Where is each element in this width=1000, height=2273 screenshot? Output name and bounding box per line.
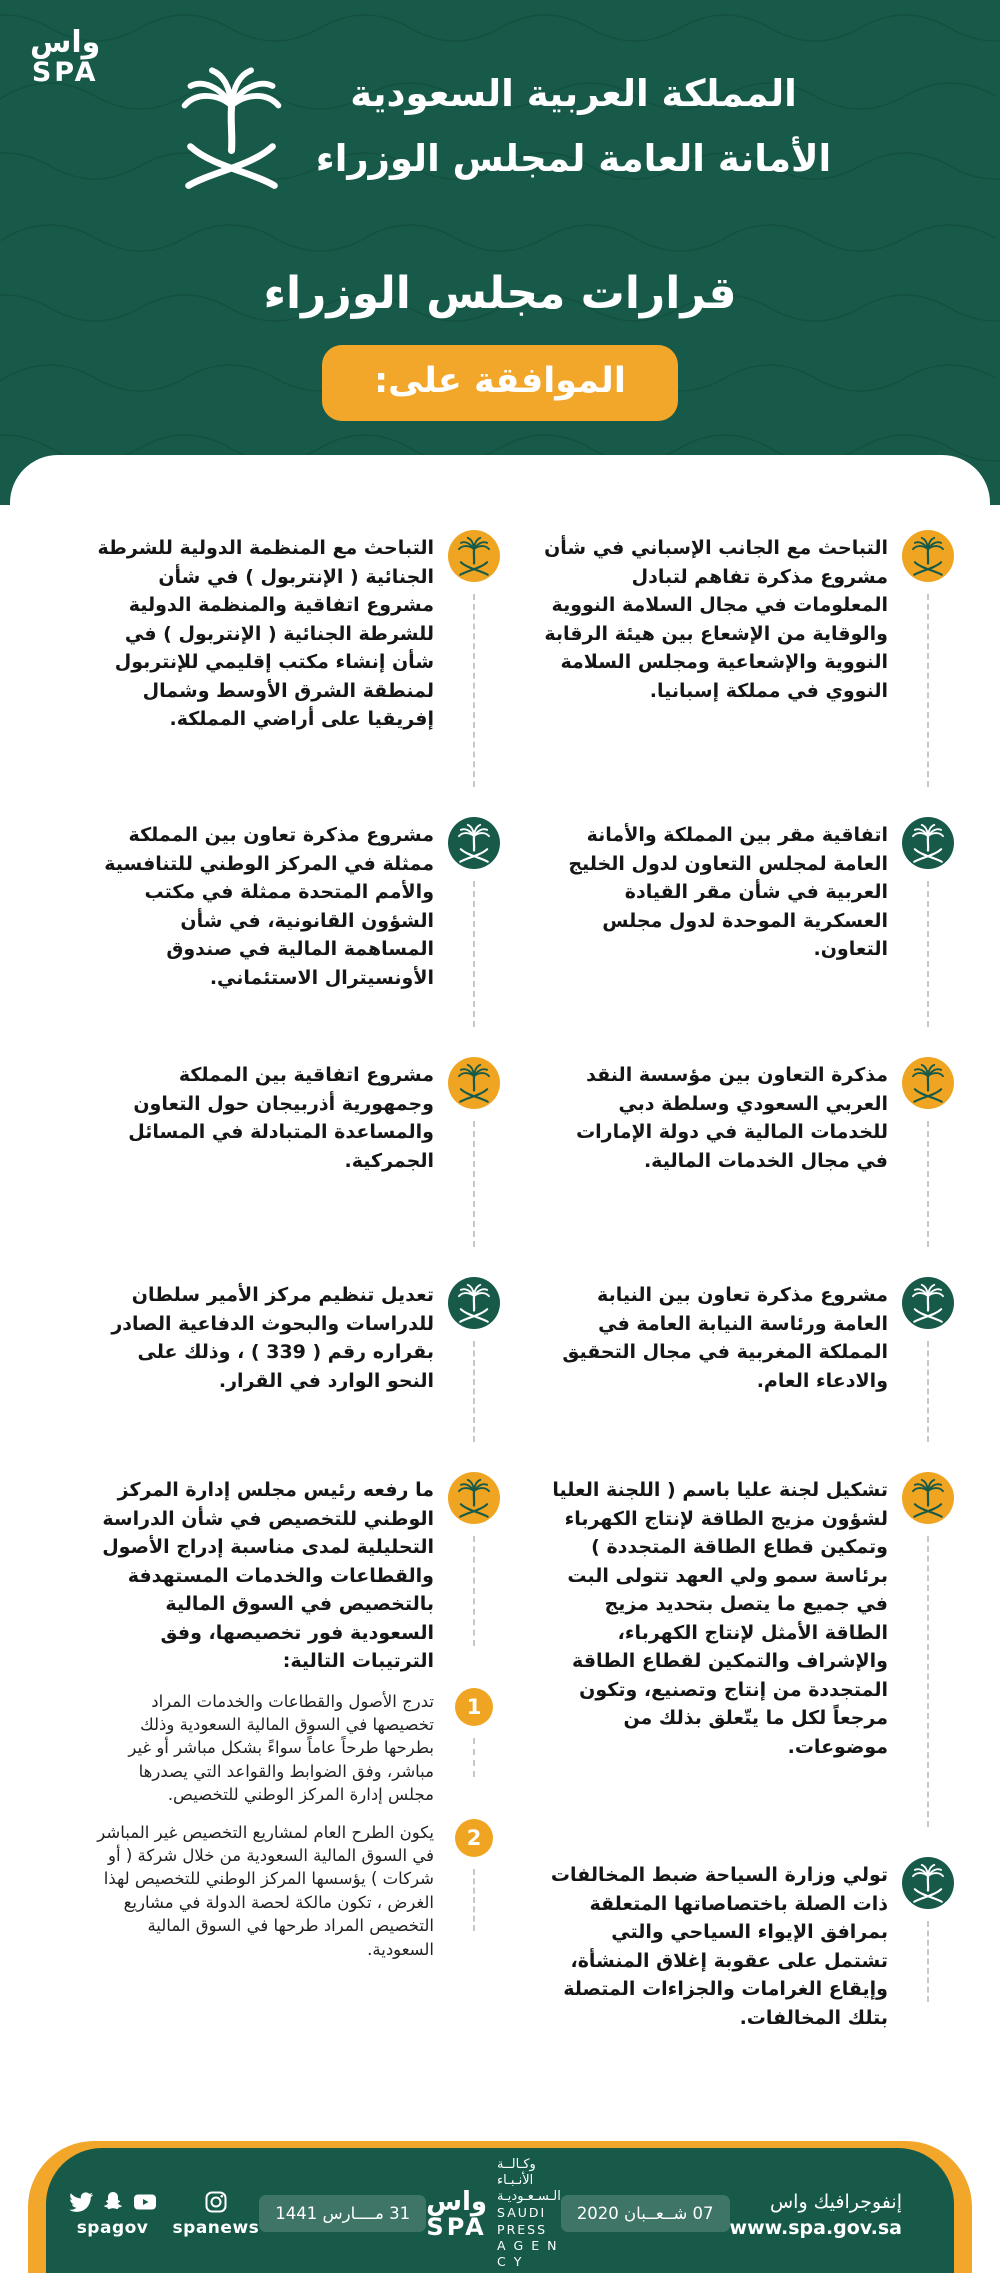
palm-bullet-icon (448, 530, 500, 582)
dotted-connector (927, 594, 929, 787)
decision-item (500, 1057, 954, 1277)
dotted-connector (927, 1536, 929, 1827)
number-badge: 1 (455, 1688, 493, 1726)
sub-item (46, 1813, 500, 1962)
dotted-connector (473, 1121, 475, 1247)
decision-item (500, 1857, 954, 2032)
website-link[interactable]: www.spa.gov.sa (729, 2216, 902, 2239)
agency-name-ar: وكـالــة الأنـبـاء (497, 2156, 536, 2188)
gregorian-date-badge: 31 مــــارس 1441 (259, 2195, 426, 2232)
youtube-icon[interactable] (133, 2190, 157, 2214)
decision-text: مشروع مذكرة تعاون بين النيابة العامة ورئاسة النيابة العامة في المملكة المغربية في مجال التحقيق والادعاء العام. (562, 1284, 888, 1392)
content-panel (10, 455, 990, 2273)
footer-bar (46, 2148, 954, 2273)
infographic-credit: إنفوجرافيك واس (769, 2191, 902, 2214)
decision-item (46, 530, 500, 817)
palm-bullet-icon (902, 1857, 954, 1909)
decision-item (46, 1057, 500, 1277)
dotted-connector (927, 1341, 929, 1442)
decision-text: تعديل تنظيم مركز الأمير سلطان للدراسات والبحوث الدفاعية الصادر بقراره رقم ( 339 ) ، وذلك على النحو الوارد في القرار. (111, 1284, 434, 1392)
agency-name-lines (497, 2157, 561, 2271)
dotted-connector (927, 1121, 929, 1247)
spa-logo-latin: SPA (31, 56, 99, 88)
agency-name-en: SAUDI PRESS (497, 2205, 548, 2237)
agency-calligraphy (316, 62, 831, 192)
dotted-connector (473, 881, 475, 1027)
spa-logo-latin: SPA (426, 2212, 487, 2241)
social-block (69, 2190, 260, 2238)
secretariat-name: الأمانة العامة لمجلس الوزراء (315, 137, 832, 180)
handle-spanews[interactable]: spanews (172, 2217, 260, 2238)
dotted-connector (927, 881, 929, 1027)
palm-bullet-icon (902, 817, 954, 869)
handle-spagov[interactable]: spagov (76, 2217, 149, 2238)
social-group-news (173, 2190, 260, 2238)
dotted-connector (473, 1738, 475, 1777)
dotted-connector (473, 1869, 475, 1932)
footer (28, 2141, 972, 2273)
palm-bullet-icon (448, 817, 500, 869)
dotted-connector (473, 1341, 475, 1442)
spa-logo-blocks (426, 2186, 488, 2241)
palm-bullet-icon (448, 1057, 500, 1109)
spa-logo-arabic: واس (30, 25, 101, 60)
kingdom-name: المملكة العربية السعودية (350, 72, 797, 116)
decision-text: التباحث مع المنظمة الدولية للشرطة الجنائية ( الإنتربول ) في شأن مشروع اتفاقية والمنظمة الدولية للشرطة الجنائية ( الإنتربول ) في شأن إنشاء مكتب إقليمي للإنتربول لمنطقة الشرق الأوسط وشمال إفريقيا على أراضي المملكة. (97, 537, 434, 730)
twitter-icon[interactable] (69, 2190, 93, 2214)
palm-bullet-icon (902, 530, 954, 582)
palm-bullet-icon (902, 1057, 954, 1109)
palm-bullet-icon (448, 1277, 500, 1329)
social-group-main (69, 2190, 157, 2238)
decision-item (500, 1472, 954, 1857)
palm-emblem-icon (169, 52, 294, 202)
decision-text: التباحث مع الجانب الإسباني في شأن مشروع مذكرة تفاهم لتبادل المعلومات في مجال السلامة النووية والوقاية من الإشعاع بين هيئة الرقابة النووية والإشعاعية ومجلس السلامة النووي في مملكة إسبانيا. (544, 537, 888, 702)
palm-bullet-icon (448, 1472, 500, 1524)
agency-name-en: A G E N C Y (497, 2237, 559, 2270)
header (0, 0, 1000, 505)
sub-item (46, 1682, 500, 1807)
decision-item (500, 817, 954, 1057)
spa-footer-logo (426, 2157, 561, 2271)
decisions-grid (10, 455, 990, 2032)
decision-text: مذكرة التعاون بين مؤسسة النقد العربي السعودي وسلطة دبي للخدمات المالية في دولة الإمارات في مجال الخدمات المالية. (576, 1064, 888, 1172)
decision-text: مشروع اتفاقية بين المملكة وجمهورية أذربيجان حول التعاون والمساعدة المتبادلة في المسائل الجمركية. (128, 1064, 434, 1172)
decision-text: مشروع مذكرة تعاون بين المملكة ممثلة في المركز الوطني للتنافسية والأمم المتحدة ممثلة في مكتب الشؤون القانونية، في شأن المساهمة المالية في صندوق الأونسيترال الاستئماني. (104, 824, 434, 989)
decision-item (46, 817, 500, 1057)
decision-item (46, 1277, 500, 1472)
dotted-connector (473, 594, 475, 787)
sub-item-text: تدرج الأصول والقطاعات والخدمات المراد تخصيصها في السوق المالية السعودية وذلك بطرحها طرحاً عاماً سواءً بشكل مباشر أو غير مباشر، وفق الضوابط والقواعد التي يصدرها مجلس إدارة المركز الوطني للتخصيص. (128, 1691, 434, 1805)
agency-name-ar: الـسـعـوديـة (497, 2189, 561, 2205)
dotted-connector (473, 1536, 475, 1646)
palm-bullet-icon (902, 1472, 954, 1524)
page-title: قرارات مجلس الوزراء (263, 268, 737, 319)
credit-block (730, 2188, 902, 2239)
decision-text: ما رفعه رئيس مجلس إدارة المركز الوطني للتخصيص في شأن الدراسة التحليلية لمدى مناسبة إدراج الأصول والقطاعات والخدمات المستهدفة بالتخصيص في السوق المالية السعودية فور تخصيصها، وفق الترتيبات التالية: (102, 1479, 434, 1672)
decision-text: اتفاقية مقر بين المملكة والأمانة العامة لمجلس التعاون لدول الخليج العربية في شأن مقر القيادة العسكرية الموحدة لدول مجلس التعاون. (568, 824, 888, 960)
decision-text: تشكيل لجنة عليا باسم ( اللجنة العليا لشؤون مزيج الطاقة لإنتاج الكهرباء وتمكين قطاع الطاقة المتجددة ) برئاسة سمو ولي العهد تتولى البت في جميع ما يتصل بتحديد مزيج الطاقة الأمثل لإنتاج الكهرباء، والإشراف والتمكين لقطاع الطاقة المتجددة من إنتاج وتصنيع، وتكون مرجعاً لكل ما يتّعلق بذلك من موضوعات. (552, 1479, 888, 1758)
sub-item-text: يكون الطرح العام لمشاريع التخصيص غير المباشر في السوق المالية السعودية من خلال شركة ( أو شركات ) يؤسسها المركز الوطني للتخصيص لهذا الغرض ، تكون مالكة لحصة الدولة في مشاريع التخصيص المراد طرحها في السوق المالية السعودية. (97, 1822, 434, 1959)
approval-badge: الموافقة على: (322, 345, 678, 421)
number-badge: 2 (455, 1819, 493, 1857)
snapchat-icon[interactable] (101, 2190, 125, 2214)
dotted-connector (927, 1921, 929, 2002)
hijri-date-badge: 07 شــعــبان 2020 (561, 2195, 730, 2232)
palm-bullet-icon (902, 1277, 954, 1329)
spa-logo-arabic: واس (426, 2186, 488, 2217)
decision-item-with-subitems (46, 1472, 500, 2032)
instagram-icon[interactable] (204, 2190, 228, 2214)
decision-item (500, 530, 954, 817)
decision-item (500, 1277, 954, 1472)
decision-text: تولي وزارة السياحة ضبط المخالفات ذات الصلة باختصاصاتها المتعلقة بمرافق الإيواء السياحي والتي تشتمل على عقوبة إغلاق المنشأة، وإيقاع الغرامات والجزاءات المتصلة بتلك المخالفات. (550, 1864, 888, 2029)
